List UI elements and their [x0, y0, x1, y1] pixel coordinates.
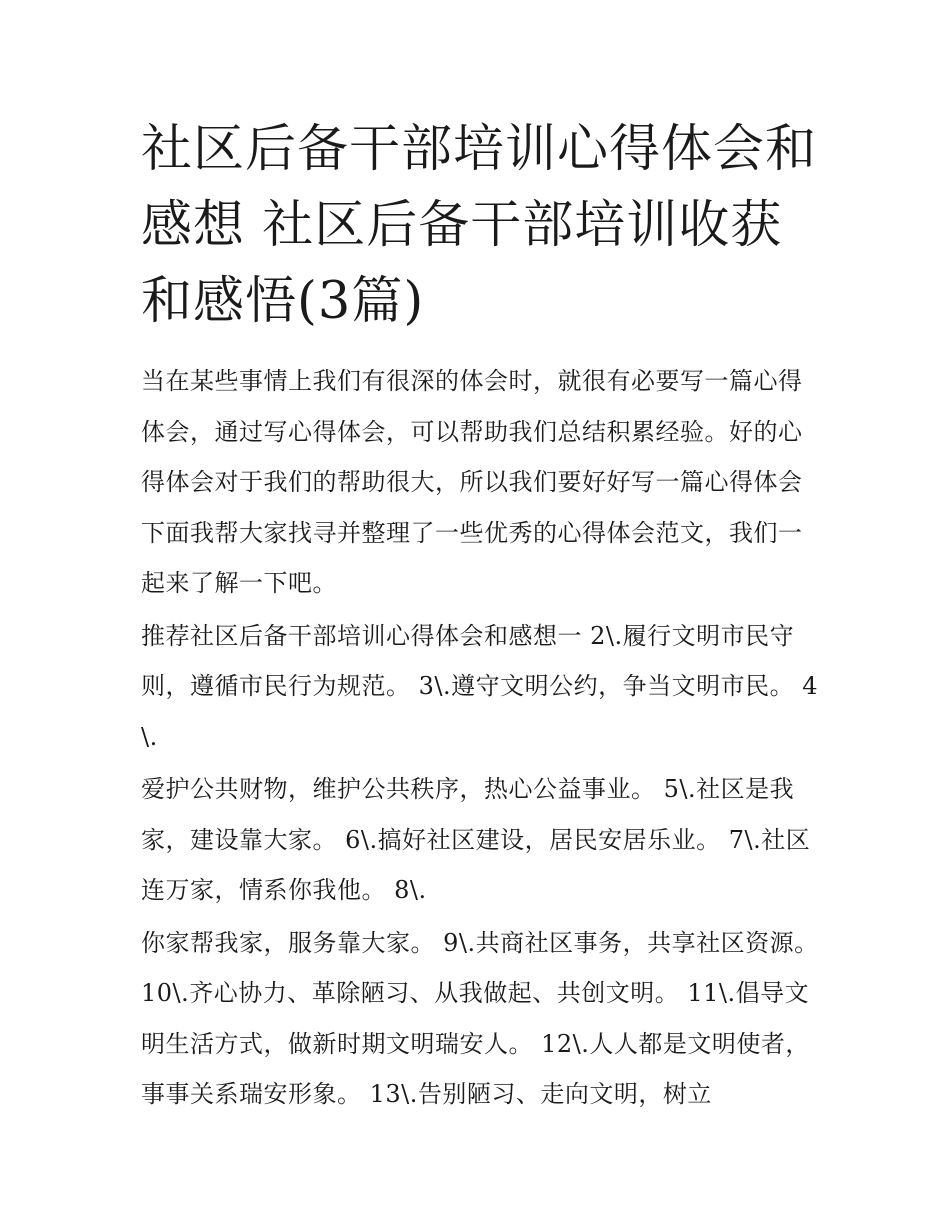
intro-paragraph: 当在某些事情上我们有很深的体会时，就很有必要写一篇心得体会，通过写心得体会，可以帮助我们总结积累经验。好的心得体会对于我们的帮助很大，所以我们要好好写一篇心得体会下面我帮大家找寻并整理了一些优秀的心得体会范文，我们一起来了解一下吧。 — [141, 367, 803, 597]
document-title: 社区后备干部培训心得体会和感想 社区后备干部培训收获和感悟(3篇) — [141, 120, 818, 331]
body-paragraph: 你家帮我家，服务靠大家。 9\.共商社区事务，共享社区资源。 10\.齐心协力、革除陋习、从我做起、共创文明。 11\.倡导文明生活方式，做新时期文明瑞安人。 12\.人人都是文明使者，事事关系瑞安形象。 13\.告别陋习、走向文明，树立 — [141, 928, 819, 1108]
body-paragraph: 爱护公共财物，维护公共秩序，热心公益事业。 5\.社区是我家，建设靠大家。 6\.搞好社区建设，居民安居乐业。 7\.社区连万家，情系你我他。 8\. — [141, 775, 811, 904]
body-paragraph: 推荐社区后备干部培训心得体会和感想一 2\.履行文明市民守则，遵循市民行为规范。 3\.遵守文明公约，争当文明市民。 4\. — [141, 621, 819, 751]
document-page — [141, 112, 821, 1120]
